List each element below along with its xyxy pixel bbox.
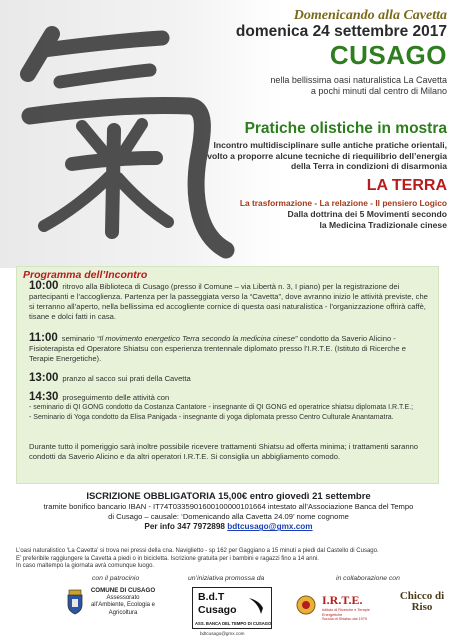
note-line-2: E’ preferibile raggiungere la Cavetta a piedi o in bicicletta. Iscrizione gratuita per i bambini e ragazzi fino a 14 anni. (16, 555, 319, 562)
swallow-icon (247, 594, 267, 616)
programma-text: pranzo al sacco sui prati della Cavetta (62, 374, 191, 383)
comune-name: COMUNE DI CUSAGO (90, 587, 156, 594)
comune-crest-icon (66, 589, 84, 615)
programma-time: 11:00 (29, 332, 58, 344)
collaborazione-label: in collaborazione con (336, 575, 400, 582)
patrocinio-label: con il patrocinio (92, 575, 140, 582)
iscrizione-info (0, 522, 457, 531)
terra-title: LA TERRA (366, 177, 447, 194)
irte-logo (322, 593, 382, 622)
irte-name: I.R.T.E. (322, 593, 363, 607)
iniziativa-label: un’iniziativa promossa da (188, 575, 265, 582)
bdt-logo-line-2: Cusago (198, 604, 237, 616)
irte-sub-1: Istituto di Ricerche e Terapie Energetiche (322, 608, 370, 617)
comune-line-2: all’Ambiente, Ecologia e (90, 602, 156, 609)
event-location-desc (236, 75, 447, 97)
note-line-3: In caso maltempo la giornata avrà comunque luogo. (16, 563, 155, 570)
terra-subtitle: La trasformazione - La relazione - Il pensiero Logico (239, 198, 447, 208)
iscrizione-line-1: tramite bonifico bancario IBAN - IT74T0335901600100000101664 intestato all’Associazione Banca del Tempo (43, 502, 414, 511)
programma-time: 14:30 (29, 391, 59, 403)
iscrizione-section (0, 491, 457, 531)
programma-sub-item: - seminario di QI GONG condotto da Costanza Cantatore - insegnante di QI GONG ed operatrice shiatsu diplomata I.R.T.E.; (29, 404, 414, 411)
notes (16, 548, 446, 571)
programma-sub-item: - Seminario di Yoga condotto da Elisa Panigada - insegnante di yoga diplomata presso Centro Culturale Anantamatra. (29, 413, 394, 421)
location-line-2: a pochi minuti dal centro di Milano (310, 86, 447, 96)
programma-text: condotto da Saverio Alicino - Fisioterapista ed Operatore Shiatsu con esperienza trentennale diplomato presso l’I.R.T.E. (Istituto di Ricerche e Terapie Energetiche). (29, 334, 406, 363)
comune-line-1: Assessorato (106, 595, 140, 602)
programma-box (16, 266, 439, 484)
irte-emblem-icon (296, 593, 316, 617)
email-link[interactable]: bdtcusago@gmx.com (227, 522, 313, 532)
bdt-logo-line-1: B.d.T (198, 591, 225, 603)
pratiche-section (207, 120, 447, 172)
programma-text-pre: seminario (61, 334, 97, 343)
pratiche-line-1: Incontro multidisciplinare sulle antiche pratiche orientali, (213, 140, 447, 150)
pratiche-title: Pratiche olistiche in mostra (244, 120, 447, 137)
chicco-line-2: Riso (411, 601, 433, 613)
note-line-1: L’oasi naturalistico ‘La Cavetta’ si trova nei pressi della cna. Naviglietto - sp 162 per Gaggiano a 15 minuti a piedi dal Castello di Cusago. (16, 548, 379, 554)
bdt-logo (192, 587, 272, 629)
programma-item (29, 281, 431, 322)
event-city: CUSAGO (329, 40, 447, 70)
bdt-email: bdtcusago@gmx.com (200, 631, 245, 636)
programma-title: Programma dell’Incontro (23, 269, 148, 281)
programma-time: 13:00 (29, 372, 59, 384)
event-date: domenica 24 settembre 2017 (235, 23, 447, 40)
bdt-logo-line-3: ASS. BANCA DEL TEMPO DI CUSAGO (195, 621, 272, 626)
terra-line-2: la Medicina Tradizionale cinese (319, 220, 447, 230)
chicco-line-1: Chicco di (399, 590, 445, 602)
sponsors-footer (0, 575, 457, 640)
programma-time: 10:00 (29, 280, 59, 292)
comune-line-3: Agricoltura (108, 609, 138, 616)
terra-description (197, 209, 447, 231)
seminar-title: “Il movimento energetico Terra secondo la medicina cinese” (96, 334, 298, 343)
location-line-1: nella bellissima oasi naturalistica La Cavetta (270, 75, 447, 85)
event-header (236, 8, 447, 97)
pratiche-description (207, 140, 447, 172)
irte-sub-2: Scuola di Shiatsu dal 1979 (322, 617, 367, 622)
programma-text: proseguimento delle attività con (62, 393, 170, 402)
iscrizione-title: ISCRIZIONE OBBLIGATORIA 15,00€ entro giovedì 21 settembre (86, 491, 371, 502)
programma-text: ritrovo alla Biblioteca di Cusago (presso il Comune – via Libertà n. 3, I piano) per la registrazione dei partecipanti e l’accoglienza. Partenza per la passeggiata verso la “Cavetta”, dove avranno inizio le attività previste, che si terranno all’aperto, nella bellissima ed accogliente cornice di questa oasi naturalistica - l’organizzazione offrirà caffè, tisane e dolci fatti in casa. (29, 282, 428, 321)
programma-item (29, 392, 431, 422)
chicco-di-riso-logo (392, 591, 452, 613)
pratiche-line-2: volto a proporre alcune tecniche di riequilibrio dell’energia (207, 150, 447, 161)
pratiche-line-3: della Terra in condizioni di disarmonia (291, 161, 447, 172)
programma-item (29, 373, 431, 384)
iscrizione-line-2: di Cusago – causale: ‘Domenicando alla Cavetta 24.09’ nome cognome (108, 511, 349, 521)
event-series: Domenicando alla Cavetta (293, 8, 447, 23)
terra-section (197, 177, 447, 231)
comune-text (86, 587, 160, 617)
info-phone: Per info 347 7972898 (144, 522, 228, 532)
programma-item (29, 333, 431, 364)
programma-note: Durante tutto il pomeriggio sarà inoltre possibile ricevere trattamenti Shiatsu ad offerta minima; i trattamenti saranno condotti da Saverio Alicino e da altri operatori I.R.T.E. Si consiglia un abbigliamento comodo. (29, 442, 419, 461)
terra-line-1: Dalla dottrina dei 5 Movimenti secondo (287, 209, 447, 219)
